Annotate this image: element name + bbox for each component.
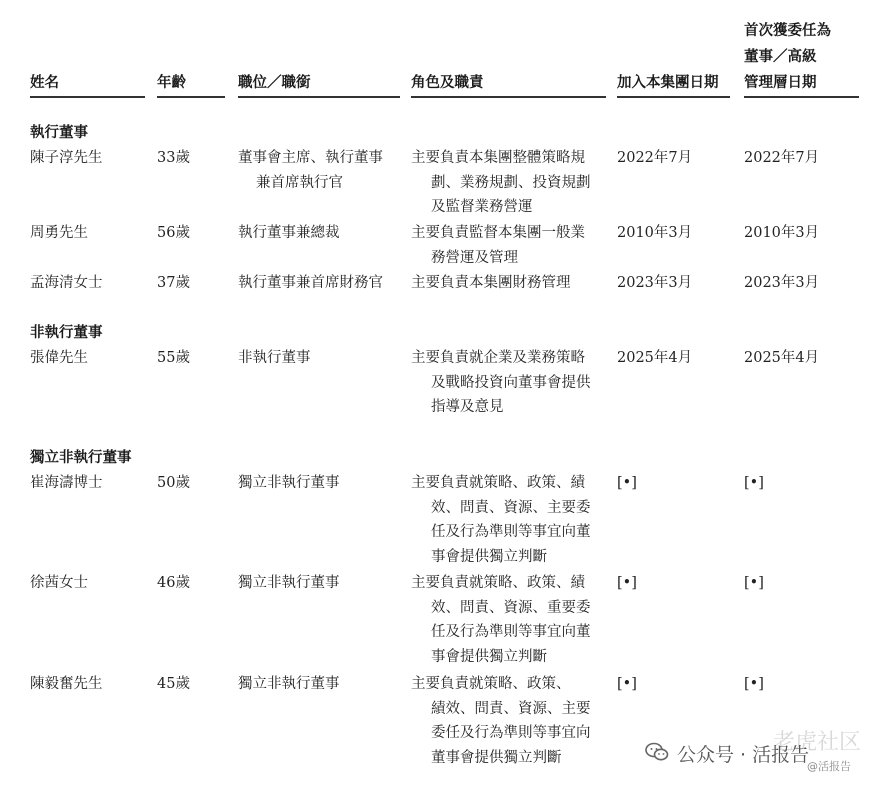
row-name: 張偉先生 (30, 350, 88, 366)
header-appoint-line2: 董事／高級 (744, 48, 817, 65)
header-age-label: 年齡 (157, 74, 186, 91)
row-age: 46歲 (157, 575, 190, 591)
role-line: 董事會提供獨立判斷 (431, 749, 562, 766)
row-position (238, 221, 340, 246)
row-role (411, 672, 591, 770)
row-join-date: 2023年3月 (617, 275, 693, 291)
watermark (645, 730, 870, 780)
section-title-executive: 執行董事 (30, 124, 88, 141)
header-name (30, 70, 145, 98)
header-join-date (617, 70, 730, 98)
header-appoint-line1: 首次獲委任為 (744, 22, 831, 39)
watermark-ghost-text: 老虎社区 (773, 730, 862, 755)
row-position (238, 271, 383, 296)
row-name: 陳毅奮先生 (30, 676, 103, 692)
header-position (238, 70, 400, 98)
row-join-date: 2025年4月 (617, 350, 693, 366)
position-line: 執行董事兼總裁 (238, 225, 340, 241)
header-role (411, 70, 606, 98)
header-join-date-label: 加入本集團日期 (617, 74, 719, 91)
row-role (411, 346, 591, 420)
row-position (238, 571, 340, 596)
row-role (411, 146, 591, 220)
row-position (238, 146, 383, 195)
role-line: 及戰略投資向董事會提供 (431, 374, 591, 391)
section-title-non-executive: 非執行董事 (30, 324, 103, 341)
role-line: 及監督業務營運 (431, 199, 533, 215)
role-line: 主要負責本集團財務管理 (411, 275, 571, 291)
header-age (157, 70, 225, 98)
role-line: 務營運及管理 (431, 249, 518, 266)
row-age: 45歲 (157, 676, 190, 692)
role-line: 委任及行為準則等事宜向 (431, 725, 591, 741)
role-line: 主要負責本集團整體策略規 (411, 150, 585, 166)
role-line: 主要負責就策略、政策、 (411, 676, 571, 692)
row-position (238, 346, 311, 371)
wechat-icon (645, 742, 669, 762)
row-age: 50歲 (157, 475, 190, 491)
row-position (238, 471, 340, 496)
row-appoint-date: [•] (744, 676, 764, 692)
row-name: 崔海濤博士 (30, 475, 103, 491)
section-title-independent: 獨立非執行董事 (30, 449, 132, 466)
role-line: 任及行為準則等事宜向董 (431, 524, 591, 540)
position-line: 非執行董事 (238, 350, 311, 366)
row-name: 孟海清女士 (30, 275, 103, 291)
header-role-label: 角色及職責 (411, 74, 484, 91)
watermark-small-text: @活报告 (807, 760, 851, 773)
role-line: 主要負責就企業及業務策略 (411, 350, 585, 366)
row-join-date: 2010年3月 (617, 225, 693, 241)
row-age: 37歲 (157, 275, 190, 291)
row-appoint-date: 2010年3月 (744, 225, 820, 241)
position-line: 兼首席執行官 (256, 174, 343, 191)
header-name-label: 姓名 (30, 74, 59, 91)
header-appoint-line3: 管理層日期 (744, 74, 817, 91)
row-age: 56歲 (157, 225, 190, 241)
role-line: 主要負責監督本集團一般業 (411, 225, 585, 241)
position-line: 執行董事兼首席財務官 (238, 275, 383, 291)
role-line: 主要負責就策略、政策、績 (411, 575, 585, 591)
role-line: 劃、業務規劃、投資規劃 (431, 174, 591, 191)
row-appoint-date: 2025年4月 (744, 350, 820, 366)
row-role (411, 271, 571, 296)
role-line: 指導及意見 (431, 399, 504, 415)
row-name: 周勇先生 (30, 225, 88, 241)
row-role (411, 471, 591, 569)
row-position (238, 672, 340, 697)
row-role (411, 221, 585, 270)
row-role (411, 571, 591, 669)
row-appoint-date: [•] (744, 575, 764, 591)
row-join-date: [•] (617, 676, 637, 692)
position-line: 獨立非執行董事 (238, 475, 340, 491)
position-line: 董事會主席、執行董事 (238, 150, 383, 166)
role-line: 事會提供獨立判斷 (431, 548, 547, 565)
row-join-date: 2022年7月 (617, 150, 693, 166)
header-appoint-date (744, 18, 859, 98)
role-line: 主要負責就策略、政策、績 (411, 475, 585, 491)
row-appoint-date: 2022年7月 (744, 150, 820, 166)
row-age: 33歲 (157, 150, 190, 166)
role-line: 效、問責、資源、重要委 (431, 599, 591, 616)
watermark-text: 公众号 · 活报告 (677, 744, 810, 766)
row-join-date: [•] (617, 575, 637, 591)
row-name: 陳子淳先生 (30, 150, 103, 166)
position-line: 獨立非執行董事 (238, 575, 340, 591)
position-line: 獨立非執行董事 (238, 676, 340, 692)
row-join-date: [•] (617, 475, 637, 491)
role-line: 績效、問責、資源、主要 (431, 700, 591, 717)
role-line: 效、問責、資源、主要委 (431, 499, 591, 516)
header-position-label: 職位／職銜 (238, 74, 311, 91)
row-appoint-date: [•] (744, 475, 764, 491)
row-appoint-date: 2023年3月 (744, 275, 820, 291)
row-age: 55歲 (157, 350, 190, 366)
row-name: 徐茜女士 (30, 575, 88, 591)
role-line: 任及行為準則等事宜向董 (431, 624, 591, 640)
role-line: 事會提供獨立判斷 (431, 648, 547, 665)
